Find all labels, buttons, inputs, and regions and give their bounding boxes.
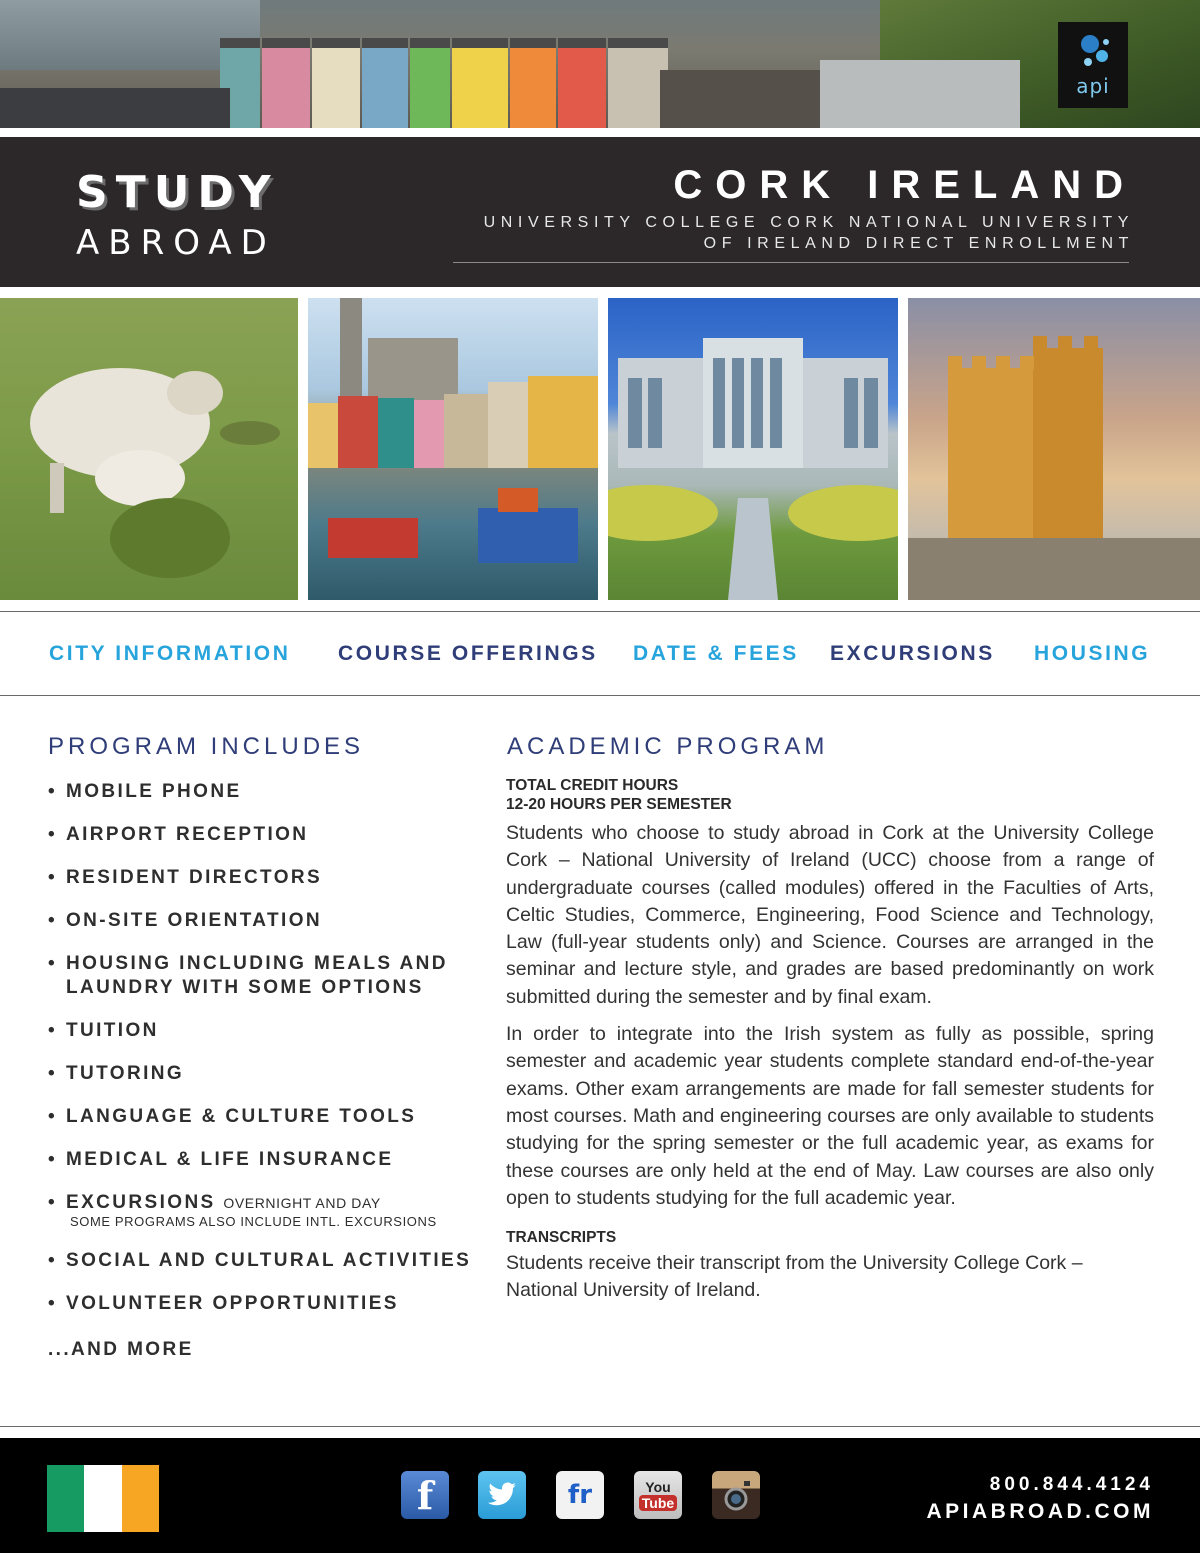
destination-title: CORK IRELAND (673, 163, 1136, 207)
flag-stripe-green (47, 1465, 84, 1532)
hero-house (452, 38, 508, 128)
youtube-glyph-bottom: Tube (639, 1495, 677, 1511)
flickr-icon[interactable] (556, 1471, 604, 1519)
excursions-note: OVERNIGHT AND DAY (223, 1195, 381, 1211)
academic-paragraph: In order to integrate into the Irish system as fully as possible, spring semester and academic year students complete standard end-of-the-year exams. Other exam arrangements are made for fall semester students for most courses. Math and engineering courses are only available to students studying for the spring semester or the full academic year, as exams for these courses are only held at the end of May. Law courses are also only open to students studying for the full academic year. (506, 1023, 1154, 1209)
hero-house (262, 38, 310, 128)
nav-date-fees[interactable]: DATE & FEES (633, 642, 799, 665)
footer (0, 1438, 1200, 1553)
hero-house (362, 38, 408, 128)
api-logo[interactable] (1058, 22, 1128, 108)
credit-hours-label: TOTAL CREDIT HOURS (506, 777, 679, 794)
photo-castle (908, 298, 1200, 600)
flickr-glyph: fr (567, 1480, 593, 1510)
hero-house (608, 38, 668, 128)
instagram-camera-icon (718, 1477, 754, 1513)
divider (0, 695, 1200, 696)
list-item: • RESIDENT DIRECTORS (48, 866, 478, 890)
hero-roofs (820, 60, 1020, 128)
facebook-icon[interactable]: f (401, 1471, 449, 1519)
academic-program-heading: ACADEMIC PROGRAM (507, 733, 829, 760)
academic-paragraph: Students who choose to study abroad in Cork at the University College Cork – National University of Ireland (UCC) choose from a range of undergraduate courses (called modules) offered in the Faculties of Arts, Celtic Studies, Commerce, Engineering, Food Science and Technology, Law (full-year students only) and Science. Courses are arranged in the seminar and lecture style, and grades are based predominantly on work submitted during the semester and by final exam. (506, 822, 1154, 1008)
excursions-label: EXCURSIONS (66, 1192, 216, 1213)
photo-cobh-harbour (308, 298, 598, 600)
bubbles-icon (1076, 32, 1112, 72)
list-item: • HOUSING INCLUDING MEALS AND LAUNDRY WITH SOME OPTIONS (48, 952, 468, 1000)
credit-hours-value: 12-20 HOURS PER SEMESTER (506, 796, 732, 813)
hero-house (510, 38, 556, 128)
phone-number[interactable]: 800.844.4124 (989, 1474, 1154, 1495)
study-title: STUDY (76, 167, 279, 218)
logo-text: api (1076, 74, 1110, 98)
nav-housing[interactable]: HOUSING (1034, 642, 1151, 665)
sheep-illustration (0, 298, 298, 600)
instagram-icon[interactable] (712, 1471, 760, 1519)
program-includes-heading: PROGRAM INCLUDES (48, 733, 365, 760)
list-item: • TUITION (48, 1019, 478, 1043)
divider (0, 611, 1200, 612)
hero-roofs (660, 70, 820, 128)
harbour-illustration (308, 298, 598, 600)
program-includes-list (48, 780, 478, 1335)
photo-ucc-campus (608, 298, 898, 600)
hero-house (410, 38, 450, 128)
academic-program-body (506, 776, 1154, 1304)
list-item: • TUTORING (48, 1062, 478, 1086)
hero-photo-cobh-houses (0, 0, 1200, 128)
contact-info (927, 1472, 1155, 1526)
transcripts-label: TRANSCRIPTS (506, 1229, 617, 1247)
section-nav (0, 642, 1200, 670)
nav-excursions[interactable]: EXCURSIONS (830, 642, 995, 665)
transcripts-text: Students receive their transcript from the University College Cork – National University of Ireland. (506, 1252, 1083, 1302)
hero-roofs (0, 88, 230, 128)
ireland-flag-icon (47, 1465, 159, 1532)
list-item: • LANGUAGE & CULTURE TOOLS (48, 1105, 478, 1129)
title-band (0, 137, 1200, 287)
castle-illustration (908, 298, 1200, 600)
list-item: • MEDICAL & LIFE INSURANCE (48, 1148, 478, 1172)
flag-stripe-white (84, 1465, 121, 1532)
website-link[interactable]: APIABROAD.COM (926, 1500, 1154, 1523)
and-more-text: ...AND MORE (48, 1339, 194, 1360)
youtube-icon[interactable] (634, 1471, 682, 1519)
hero-house (558, 38, 606, 128)
divider (0, 1426, 1200, 1427)
title-divider (453, 262, 1129, 263)
subtitle-line: OF IRELAND DIRECT ENROLLMENT (703, 235, 1134, 252)
nav-city-information[interactable]: CITY INFORMATION (49, 642, 291, 665)
list-item: • SOCIAL AND CULTURAL ACTIVITIES (48, 1249, 478, 1273)
flag-stripe-orange (122, 1465, 159, 1532)
photo-sheep (0, 298, 298, 600)
abroad-title: ABROAD (76, 223, 276, 263)
destination-subtitle (434, 212, 1134, 254)
subtitle-line: UNIVERSITY COLLEGE CORK NATIONAL UNIVERSITY (483, 214, 1134, 231)
list-item: • AIRPORT RECEPTION (48, 823, 478, 847)
twitter-icon[interactable] (478, 1471, 526, 1519)
excursions-note-2: SOME PROGRAMS ALSO INCLUDE INTL. EXCURSIONS (70, 1214, 437, 1229)
hero-house (312, 38, 360, 128)
campus-illustration (608, 298, 898, 600)
list-item: • VOLUNTEER OPPORTUNITIES (48, 1292, 478, 1316)
list-item-excursions (48, 1191, 478, 1229)
list-item: • ON-SITE ORIENTATION (48, 909, 478, 933)
youtube-glyph-top: You (645, 1479, 671, 1495)
twitter-bird-icon (487, 1482, 517, 1508)
list-item: • MOBILE PHONE (48, 780, 478, 804)
nav-course-offerings[interactable]: COURSE OFFERINGS (338, 642, 598, 665)
